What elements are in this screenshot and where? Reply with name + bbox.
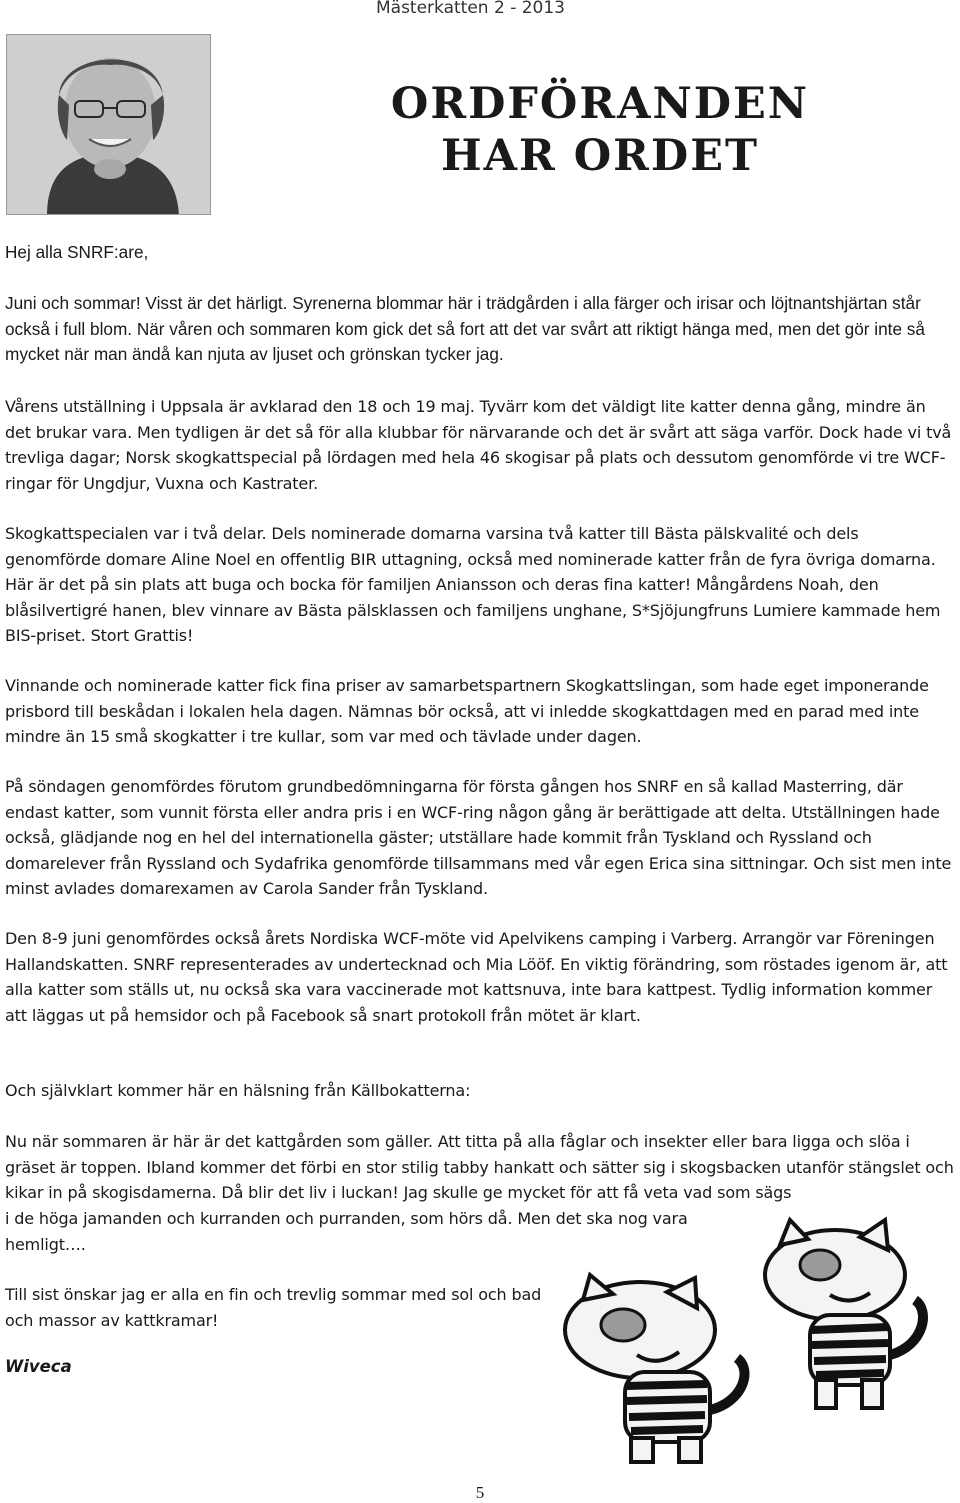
paragraph-5: På söndagen genomfördes förutom grundbedömningarna för första gången hos SNRF en så kallad Masterring, där endast katter, som vunnit första eller andra pris i en WCF-ring någon gång är berättigade att delta. Utställningen hade också, glädjande nog en hel del internationella gäster; utställare hade kommit från Tyskland och Ryssland och domarelever från Ryssland och Sydafrika genomförde tillsammans med vår egen Erica sina sittningar. Och sist men inte minst avlades domarexamen av Carola Sander från Tyskland. [5, 777, 952, 898]
title-line-1: ORDFÖRANDEN [390, 79, 810, 129]
paragraph-7: Och självklart kommer här en hälsning från Källbokatterna: [5, 1081, 471, 1100]
cat-illustration-right [765, 1220, 923, 1408]
paragraph-9: Till sist önskar jag er alla en fin och trevlig sommar med sol och bad och massor av kattkramar! [5, 1285, 542, 1330]
paragraph-2: Vårens utställning i Uppsala är avklarad den 18 och 19 maj. Tyvärr kom det väldigt lite katter denna gång, mindre än det brukar vara. Men tydligen är det så för alla klubbar för närvarande och det är svårt att säga varför. Dock hade vi två trevliga dagar; Norsk skogkattspecial på lördagen med hela 46 skogisar på plats och dessutom genomförde vi tre WCF-ringar för Ungdjur, Vuxna och Kastrater. [5, 397, 952, 493]
portrait-photo [6, 34, 211, 215]
signature: Wiveca [5, 1357, 72, 1376]
article-title [380, 78, 820, 182]
greeting: Hej alla SNRF:are, [5, 242, 149, 262]
title-line-2: HAR ORDET [441, 131, 759, 181]
paragraph-3: Skogkattspecialen var i två delar. Dels nominerade domarna varsina två katter till Bästa pälskvalité och dels genomförde domare Aline Noel en offentlig BIR uttagning, också med nominerade katter från de fyra övriga domarna. Här är det på sin plats att buga och bocka för familjen Aniansson och deras fina katter! Mångårdens Noah, den blåsilvertigré hanen, blev vinnare av Bästa pälsklassen och familjens unghane, S*Sjöjungfruns Lumiere kammade hem BIS-priset. Stort Grattis! [5, 524, 941, 645]
page-number: 5 [475, 1483, 485, 1502]
paragraph-6: Den 8-9 juni genomfördes också årets Nordiska WCF-möte vid Apelvikens camping i Varberg. Arrangör var Föreningen Hallandskatten. SNRF representerades av undertecknad och Mia Lööf. En viktig förändring, som röstades igenom är, att alla katter som ställs ut, nu också ska vara vaccinerade mot kattsnuva, inte bara kattpest. Tydlig information kommer att läggas ut på hemsidor och på Facebook så snart protokoll från mötet är klart. [5, 929, 948, 1025]
paragraph-1: Juni och sommar! Visst är det härligt. Syrenerna blommar här i trädgården i alla färger och irisar och löjtnantshjärtan står också i full blom. När våren och sommaren kom gick det så fort att det var svårt att riktigt hänga med, men det gör inte så mycket när man ändå kan njuta av ljuset och grönskan tycker jag. [5, 293, 925, 364]
cartoon-cats [555, 1215, 945, 1465]
issue-label: Mästerkatten 2 - 2013 [375, 0, 565, 18]
paragraph-8b: i de höga jamanden och kurranden och purranden, som hörs då. Men det ska nog vara hemligt…. [5, 1209, 688, 1254]
paragraph-4: Vinnande och nominerade katter fick fina priser av samarbetspartnern Skogkattslingan, som hade eget imponerande prisbord till beskådan i lokalen hela dagen. Nämnas bör också, att vi inledde skogkattdagen med en parad med inte mindre än 15 små skogkatter i tre kullar, som var med och tävlade under dagen. [5, 676, 929, 746]
cat-illustration-left [565, 1275, 744, 1462]
paragraph-8a: Nu när sommaren är här är det kattgården som gäller. Att titta på alla fåglar och insekter eller bara ligga och slöa i gräset är toppen. Ibland kommer det förbi en stor stilig tabby hankatt och sätter sig i skogsbacken utanför stängslet och kikar in på skogisdamerna. Då blir det liv i luckan! Jag skulle ge mycket för att få veta vad som sägs [5, 1132, 954, 1202]
